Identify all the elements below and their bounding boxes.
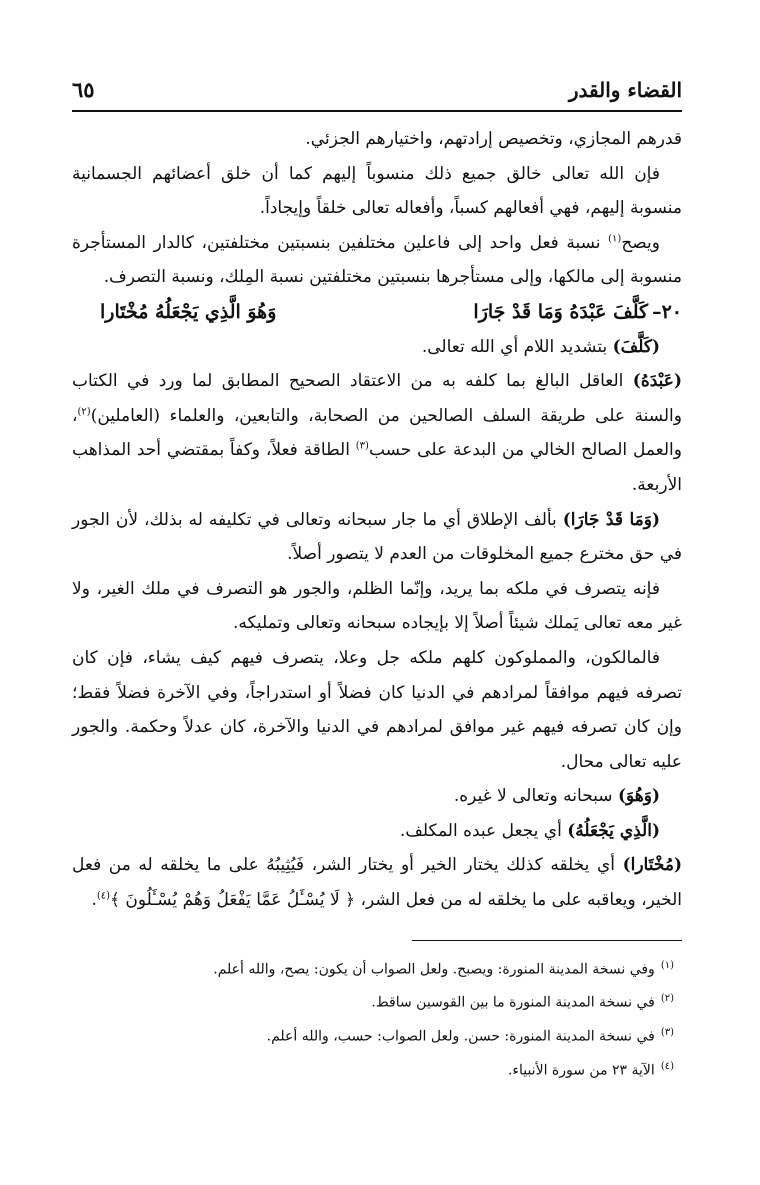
paragraph <box>72 848 682 917</box>
page-header <box>72 62 682 102</box>
poem-verse <box>72 295 682 330</box>
footnote <box>72 984 674 1018</box>
verse-text: كَلَّفَ عَبْدَهُ وَمَا قَدْ جَارَا <box>473 300 649 323</box>
running-title: القضاء والقدر <box>568 78 682 102</box>
commented-term: (الَّذِي يَجْعَلُهُ) <box>567 820 660 841</box>
header-rule <box>72 110 682 112</box>
main-text <box>72 122 682 918</box>
paragraph-text: . <box>91 890 97 911</box>
paragraph-text: نسبة فعل واحد إلى فاعلين مختلفين بنسبتين مختلفتين، كالدار المستأجرة منسوبة إلى مالكها، وإلى مستأجرها بنسبتين مختلفتين نسبة المِلك، ونسبة التصرف. <box>72 232 682 288</box>
commented-term: (كَلَّفَ) <box>612 336 660 357</box>
commented-term: (مُخْتَارا) <box>622 855 682 876</box>
page-number: ٦٥ <box>72 77 95 102</box>
paragraph <box>72 779 682 814</box>
paragraph-text: بألف الإطلاق أي ما جار سبحانه وتعالى في تكليفه له بذلك، لأن الجور في حق مخترع جميع المخلوقات من العدم لا يتصور أصلاً. <box>72 509 682 565</box>
footnote-text: في نسخة المدينة المنورة: حسن. ولعل الصواب: حسب، والله أعلم. <box>266 1028 655 1045</box>
verse-number: ٢٠– <box>652 300 682 323</box>
paragraph <box>72 503 682 572</box>
paragraph <box>72 364 682 502</box>
paragraph <box>72 330 682 365</box>
paragraph <box>72 226 682 295</box>
footnote-number: (٤) <box>660 1060 674 1072</box>
paragraph-text: العاقل البالغ بما كلفه به من الاعتقاد الصحيح المطابق لما ورد في الكتاب والسنة على طريقة السلف الصالحين من الصحابة، والتابعين، والعلماء (العاملين) <box>72 371 682 426</box>
footnote-ref: (٤) <box>96 890 111 902</box>
footnote-text: وفي نسخة المدينة المنورة: ويصبح. ولعل الصواب أن يكون: يصح، والله أعلم. <box>213 961 655 978</box>
verse-second-hemistich: وَهُوَ الَّذِي يَجْعَلُهُ مُخْتَارا <box>100 300 277 323</box>
footnote-number: (٣) <box>660 1026 674 1038</box>
verse-first-hemistich <box>473 295 682 330</box>
footnote-number: (٢) <box>660 993 674 1005</box>
commented-term: (وَمَا قَدْ جَارَا) <box>562 509 660 530</box>
paragraph-text: بتشديد اللام أي الله تعالى. <box>421 336 613 357</box>
commented-term: (وَهُوَ) <box>617 786 660 807</box>
paragraph-text: ، والعمل الصالح الخالي من البدعة على حسب <box>72 405 682 461</box>
footnote-rule <box>412 940 682 941</box>
footnote-text: الآية ٢٣ من سورة الأنبياء. <box>507 1062 655 1079</box>
paragraph-text: الطاقة فعلاً، وكفاً بمقتضي أحد المذاهب الأربعة. <box>72 440 682 495</box>
paragraph-text: سبحانه وتعالى لا غيره. <box>453 786 618 807</box>
commented-term: (عَبْدَهُ) <box>632 371 682 392</box>
footnotes <box>72 951 682 1086</box>
paragraph <box>72 814 682 849</box>
paragraph: فإن الله تعالى خالق جميع ذلك منسوباً إليهم كما أن خلق أعضائهم الجسمانية منسوبة إليهم، فهي أفعالهم كسباً، وأفعاله تعالى خلقاً وإيجاداً. <box>72 163 682 219</box>
quran-quote: ﴿ لَا يُسْـَٔلُ عَمَّا يَفْعَلُ وَهُمْ يُسْـَٔلُونَ ﴾ <box>110 890 356 911</box>
paragraph: فإنه يتصرف في ملكه بما يريد، وإنّما الظلم، والجور هو التصرف في ملك الغير، ولا غير معه تعالى يَملك شيئاً أصلاً إلا بإيجاده سبحانه وتعالى وتمليكه. <box>72 578 682 634</box>
footnote <box>72 1018 674 1052</box>
footnote-text: في نسخة المدينة المنورة ما بين القوسين ساقط. <box>371 994 655 1011</box>
footnote-ref: (٣) <box>355 440 369 452</box>
footnote-ref: (٢) <box>77 406 91 418</box>
paragraph-text: ويصح <box>621 232 660 253</box>
footnote-ref: (١) <box>608 233 622 245</box>
footnote <box>72 1052 674 1086</box>
footnote <box>72 951 674 985</box>
footnote-number: (١) <box>660 959 674 971</box>
paragraph-text: أي يخلقه كذلك يختار الخير أو يختار الشر، فَيُثِيبُهُ على ما يخلقه له من فعل الخير، ويعاقبه على ما يخلقه له من فعل الشر، <box>72 855 682 911</box>
paragraph: قدرهم المجازي، وتخصيص إرادتهم، واختيارهم الجزئي. <box>305 129 682 149</box>
paragraph: فالمالكون، والمملوكون كلهم ملكه جل وعلا، يتصرف فيهم كيف يشاء، فإن كان تصرفه فيهم موافقاً لمرادهم في الدنيا كان فضلاً أو استدراجاً، وفي الآخرة فضلاً فقط؛ وإن كان تصرفه فيهم غير موافق لمرادهم في الدنيا والآخرة، كان عدلاً وحكمة. والجور عليه تعالى محال. <box>72 647 682 772</box>
paragraph-text: أي يجعل عبده المكلف. <box>399 820 568 841</box>
